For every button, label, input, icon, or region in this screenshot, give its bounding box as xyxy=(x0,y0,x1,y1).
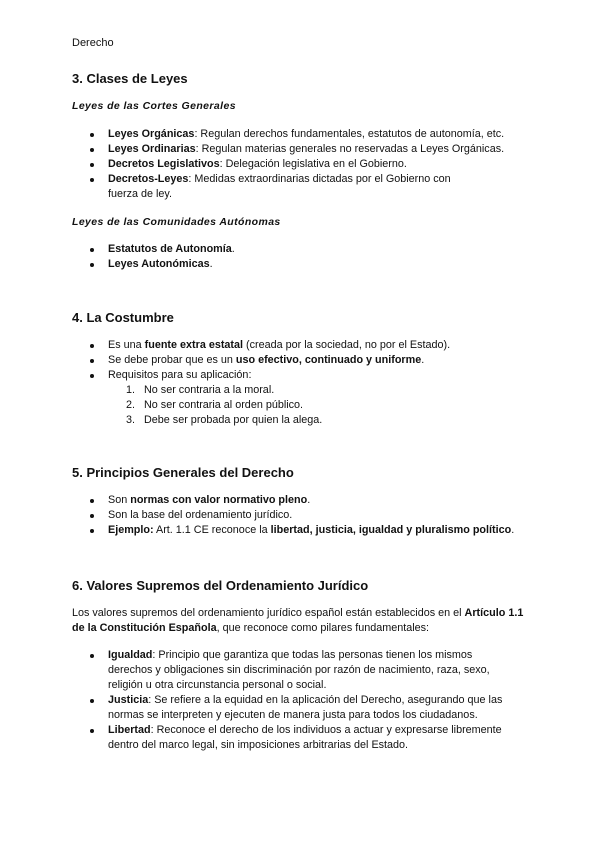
list-item: Estatutos de Autonomía. xyxy=(72,242,532,257)
list-item: Ejemplo: Art. 1.1 CE reconoce la libertad, justicia, igualdad y pluralismo político. xyxy=(72,523,532,538)
subsection-title: Leyes de las Comunidades Autónomas xyxy=(72,216,281,228)
list-item: Son normas con valor normativo pleno. xyxy=(72,493,532,508)
section-clases-de-leyes xyxy=(72,70,532,272)
valores-list xyxy=(72,648,532,753)
principios-list xyxy=(72,493,532,538)
costumbre-list xyxy=(72,338,532,383)
section-title: 6. Valores Supremos del Ordenamiento Jurídico xyxy=(72,578,369,593)
section-principios-generales xyxy=(72,464,532,538)
list-item: Decretos Legislativos: Delegación legislativa en el Gobierno. xyxy=(72,157,532,172)
list-item: Requisitos para su aplicación: xyxy=(72,368,532,383)
section-title: 3. Clases de Leyes xyxy=(72,71,188,86)
list-item: Igualdad: Principio que garantiza que todas las personas tienen los mismos derechos y obligaciones sin discriminación por razón de nacimiento, raza, sexo, religión u otra circunstancia personal o social. xyxy=(72,648,532,693)
list-item: Se debe probar que es un uso efectivo, continuado y uniforme. xyxy=(72,353,532,368)
list-item: Leyes Autonómicas. xyxy=(72,257,532,272)
list-item: Justicia: Se refiere a la equidad en la aplicación del Derecho, asegurando que las normas se interpreten y ejecuten de manera justa para todos los ciudadanos. xyxy=(72,693,532,723)
section-la-costumbre xyxy=(72,309,532,428)
section-title: 4. La Costumbre xyxy=(72,310,174,325)
section-valores-supremos xyxy=(72,577,532,753)
list-item: 2. No ser contraria al orden público. xyxy=(126,399,304,411)
intro-paragraph: Los valores supremos del ordenamiento jurídico español están establecidos en el Artículo 1.1 de la Constitución Española, que reconoce como pilares fundamentales: xyxy=(72,607,524,634)
ccaa-list xyxy=(72,242,532,272)
list-item: 3. Debe ser probada por quien la alega. xyxy=(126,414,323,426)
document-header: Derecho xyxy=(72,37,114,49)
subsection-title: Leyes de las Cortes Generales xyxy=(72,100,236,112)
list-item: Son la base del ordenamiento jurídico. xyxy=(72,508,532,523)
requisitos-list xyxy=(72,383,532,428)
list-item: Leyes Ordinarias: Regulan materias generales no reservadas a Leyes Orgánicas. xyxy=(72,142,532,157)
list-item: 1. No ser contraria a la moral. xyxy=(126,384,275,396)
cortes-list xyxy=(72,127,532,202)
list-item: Libertad: Reconoce el derecho de los individuos a actuar y expresarse libremente dentro del marco legal, sin imposiciones arbitrarias del Estado. xyxy=(72,723,532,753)
section-title: 5. Principios Generales del Derecho xyxy=(72,465,294,480)
list-item: Decretos-Leyes: Medidas extraordinarias dictadas por el Gobierno con fuerza de ley. xyxy=(72,172,532,202)
list-item: Es una fuente extra estatal (creada por la sociedad, no por el Estado). xyxy=(72,338,532,353)
list-item: Leyes Orgánicas: Regulan derechos fundamentales, estatutos de autonomía, etc. xyxy=(72,127,532,142)
